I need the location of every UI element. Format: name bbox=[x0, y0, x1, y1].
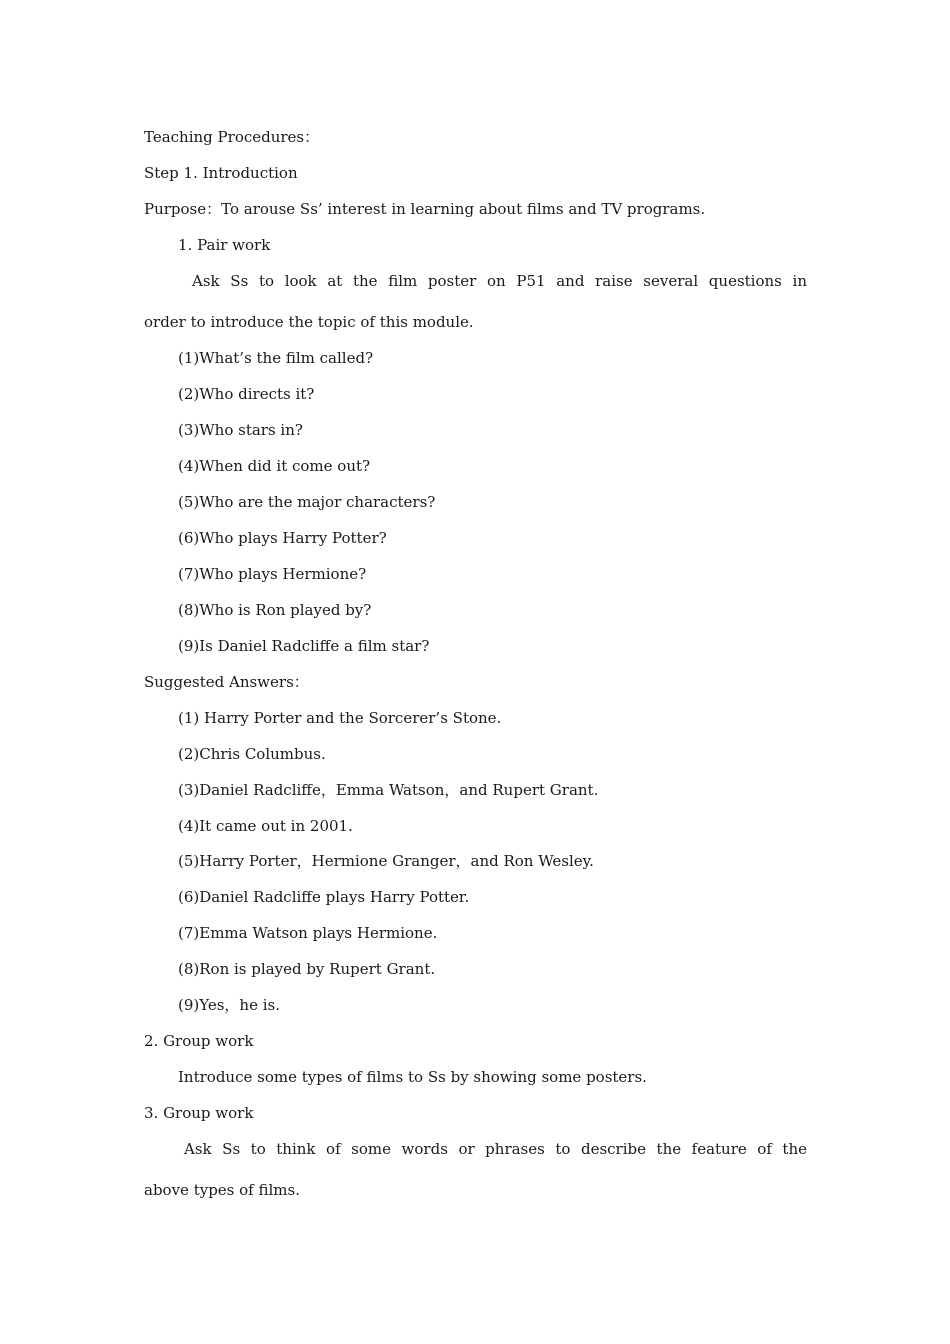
question-item: (7)Who plays Hermione? bbox=[178, 565, 367, 583]
question-item: (4)When did it come out? bbox=[178, 457, 371, 475]
question-item: (3)Who stars in? bbox=[178, 421, 303, 439]
question-item: (5)Who are the major characters? bbox=[178, 493, 436, 511]
pair-work-description-line2: order to introduce the topic of this module. bbox=[144, 313, 474, 331]
question-item: (9)Is Daniel Radcliffe a film star? bbox=[178, 637, 430, 655]
answer-item: (4)It came out in 2001. bbox=[178, 817, 353, 835]
question-item: (8)Who is Ron played by? bbox=[178, 601, 372, 619]
answer-item: (1) Harry Porter and the Sorcerer’s Stone. bbox=[178, 709, 502, 727]
step-title: Step 1. Introduction bbox=[144, 164, 298, 182]
pair-work-description-line1: Ask Ss to look at the film poster on P51 and raise several questions in bbox=[192, 272, 807, 290]
group-work-3-description-line2: above types of films. bbox=[144, 1181, 300, 1199]
section-heading: Teaching Procedures： bbox=[144, 128, 320, 146]
answer-item: (7)Emma Watson plays Hermione. bbox=[178, 924, 438, 942]
pair-work-title: 1. Pair work bbox=[178, 236, 271, 254]
group-work-3-description-line1: Ask Ss to think of some words or phrases to describe the feature of the bbox=[184, 1140, 807, 1158]
group-work-2-description: Introduce some types of films to Ss by showing some posters. bbox=[178, 1068, 647, 1086]
answer-item: (8)Ron is played by Rupert Grant. bbox=[178, 960, 436, 978]
group-work-3-title: 3. Group work bbox=[144, 1104, 254, 1122]
answer-item: (3)Daniel Radcliffe，Emma Watson，and Rupert Grant. bbox=[178, 781, 599, 799]
answer-item: (6)Daniel Radcliffe plays Harry Potter. bbox=[178, 888, 470, 906]
answer-item: (9)Yes，he is. bbox=[178, 996, 280, 1014]
purpose-text: Purpose：To arouse Ss’ interest in learning about films and TV programs. bbox=[144, 200, 706, 218]
question-item: (6)Who plays Harry Potter? bbox=[178, 529, 387, 547]
question-item: (2)Who directs it? bbox=[178, 385, 315, 403]
group-work-2-title: 2. Group work bbox=[144, 1032, 254, 1050]
question-item: (1)What’s the film called? bbox=[178, 349, 374, 367]
answers-heading: Suggested Answers： bbox=[144, 673, 309, 691]
answer-item: (2)Chris Columbus. bbox=[178, 745, 326, 763]
answer-item: (5)Harry Porter，Hermione Granger，and Ron Wesley. bbox=[178, 852, 594, 870]
